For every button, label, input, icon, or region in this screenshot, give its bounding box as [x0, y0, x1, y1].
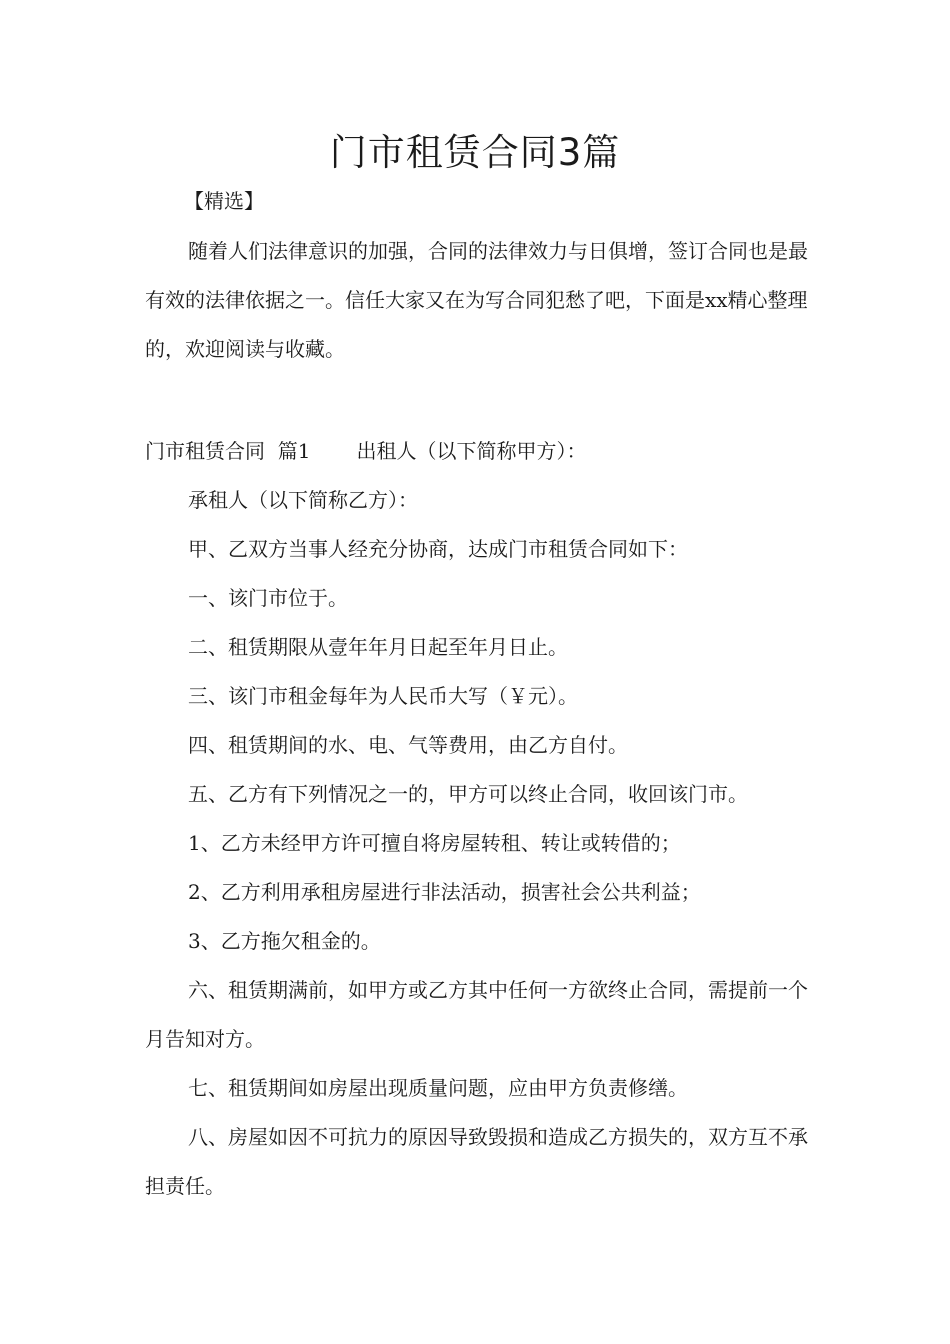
clause-paragraph: 五、乙方有下列情况之一的，甲方可以终止合同，收回该门市。 — [188, 782, 748, 806]
clause-paragraph: 一、该门市位于。 — [188, 586, 348, 610]
clause-paragraph: 三、该门市租金每年为人民币大写（￥元）。 — [188, 684, 578, 708]
clause-paragraph: 二、租赁期限从壹年年月日起至年月日止。 — [188, 635, 568, 659]
clause-paragraph: 2、乙方利用承租房屋进行非法活动，损害社会公共利益； — [188, 880, 701, 904]
clause-paragraph: 七、租赁期间如房屋出现质量问题，应由甲方负责修缮。 — [188, 1076, 688, 1100]
section-heading-line — [145, 427, 810, 476]
clause-paragraph: 甲、乙双方当事人经充分协商，达成门市租赁合同如下： — [188, 537, 688, 561]
clause-paragraph: 八、房屋如因不可抗力的原因导致毁损和造成乙方损失的，双方互不承担责任。 — [145, 1125, 808, 1198]
selection-tag: 【精选】 — [184, 189, 264, 213]
intro-paragraph: 随着人们法律意识的加强，合同的法律效力与日俱增，签订合同也是最有效的法律依据之一。信任大家又在为写合同犯愁了吧，下面是xx精心整理的，欢迎阅读与收藏。 — [145, 239, 808, 361]
contract-clauses — [145, 476, 810, 1211]
clause-paragraph: 1、乙方未经甲方许可擅自将房屋转租、转让或转借的； — [188, 831, 681, 855]
clause-paragraph: 承租人（以下简称乙方）： — [188, 488, 418, 512]
clause-paragraph: 六、租赁期满前，如甲方或乙方其中任何一方欲终止合同，需提前一个月告知对方。 — [145, 978, 808, 1051]
clause-paragraph: 四、租赁期间的水、电、气等费用，由乙方自付。 — [188, 733, 628, 757]
lessor-line: 出租人（以下简称甲方）： — [356, 439, 587, 463]
section-heading: 门市租赁合同 篇1 — [145, 439, 311, 463]
document-title: 门市租赁合同3篇 — [329, 131, 621, 174]
clause-paragraph: 3、乙方拖欠租金的。 — [188, 929, 381, 953]
